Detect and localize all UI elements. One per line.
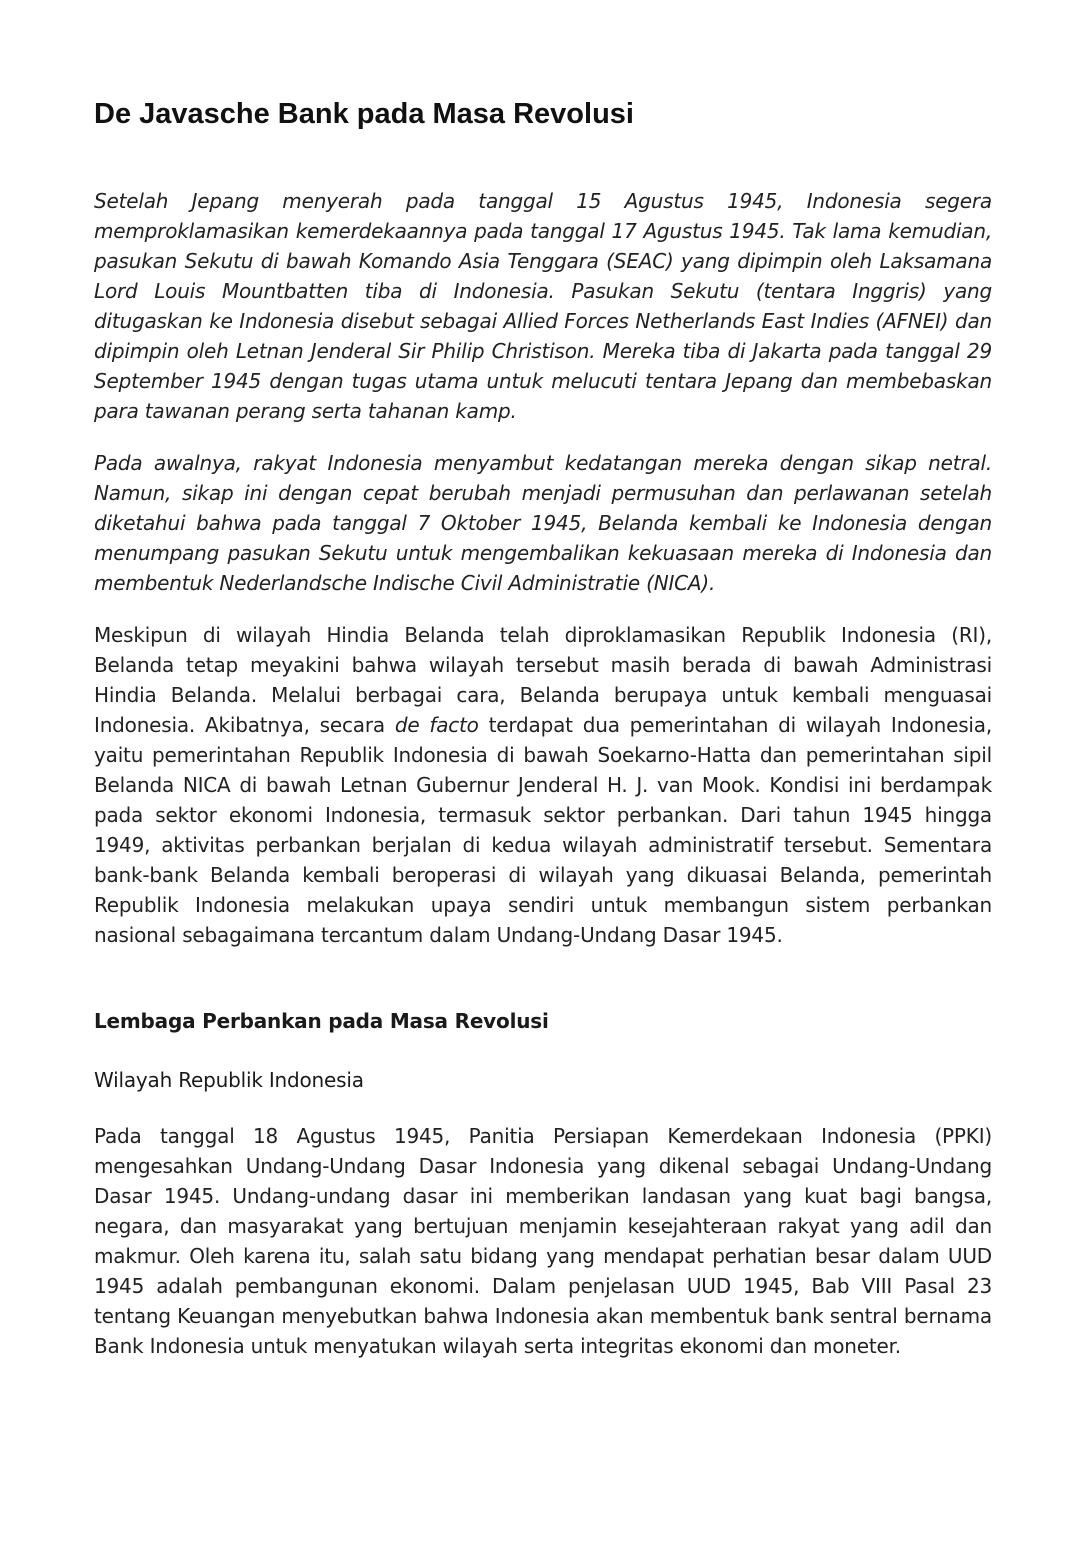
paragraph-text-part: terdapat dua pemerintahan di wilayah Indonesia, yaitu pemerintahan Republik Indonesia di bawah Soekarno-Hatta dan pemerintahan sipil Belanda NICA di bawah Letnan Gubernur Jenderal H. J. van Mook. Kondisi ini berdampak pada sektor ekonomi Indonesia, termasuk sektor perbankan. Dari tahun 1945 hingga 1949, aktivitas perbankan berjalan di kedua wilayah administratif tersebut. Sementara bank-bank Belanda kembali beroperasi di wilayah yang dikuasai Belanda, pemerintah Republik Indonesia melakukan upaya sendiri untuk membangun sistem perbankan nasional sebagaimana tercantum dalam Undang-Undang Dasar 1945. [94, 713, 992, 947]
italic-term: de facto [394, 713, 479, 737]
document-title: De Javasche Bank pada Masa Revolusi [94, 98, 634, 130]
subsection-heading: Wilayah Republik Indonesia [94, 1068, 364, 1092]
paragraph-uud-1945: Pada tanggal 18 Agustus 1945, Panitia Persiapan Kemerdekaan Indonesia (PPKI) mengesahkan Undang-Undang Dasar Indonesia yang dikenal sebagai Undang-Undang Dasar 1945. Undang-undang dasar ini memberikan landasan yang kuat bagi bangsa, negara, dan masyarakat yang bertujuan menjamin kesejahteraan rakyat yang adil dan makmur. Oleh karena itu, salah satu bidang yang mendapat perhatian besar dalam UUD 1945 adalah pembangunan ekonomi. Dalam penjelasan UUD 1945, Bab VIII Pasal 23 tentang Keuangan menyebutkan bahwa Indonesia akan membentuk bank sentral bernama Bank Indonesia untuk menyatukan wilayah serta integritas ekonomi dan moneter. [94, 1124, 992, 1358]
paragraph-dual-government [94, 620, 992, 950]
paragraph-text-part: Meskipun di wilayah Hindia Belanda telah diproklamasikan Republik Indonesia (RI), Belanda tetap meyakini bahwa wilayah tersebut masih berada di bawah Administrasi Hindia Belanda. Melalui berbagai cara, Belanda berupaya untuk kembali menguasai Indonesia. Akibatnya, secara [94, 623, 992, 737]
paragraph-nica-return: Pada awalnya, rakyat Indonesia menyambut kedatangan mereka dengan sikap netral. Namun, sikap ini dengan cepat berubah menjadi permusuhan dan perlawanan setelah diketahui bahwa pada tanggal 7 Oktober 1945, Belanda kembali ke Indonesia dengan menumpang pasukan Sekutu untuk mengembalikan kekuasaan mereka di Indonesia dan membentuk Nederlandsche Indische Civil Administratie (NICA). [94, 451, 992, 595]
section-heading: Lembaga Perbankan pada Masa Revolusi [94, 1009, 549, 1033]
paragraph-allied-arrival: Setelah Jepang menyerah pada tanggal 15 Agustus 1945, Indonesia segera memproklamasikan kemerdekaannya pada tanggal 17 Agustus 1945. Tak lama kemudian, pasukan Sekutu di bawah Komando Asia Tenggara (SEAC) yang dipimpin oleh Laksamana Lord Louis Mountbatten tiba di Indonesia. Pasukan Sekutu (tentara Inggris) yang ditugaskan ke Indonesia disebut sebagai Allied Forces Netherlands East Indies (AFNEI) dan dipimpin oleh Letnan Jenderal Sir Philip Christison. Mereka tiba di Jakarta pada tanggal 29 September 1945 dengan tugas utama untuk melucuti tentara Jepang dan membebaskan para tawanan perang serta tahanan kamp. [94, 189, 992, 423]
document-page [94, 92, 992, 1383]
